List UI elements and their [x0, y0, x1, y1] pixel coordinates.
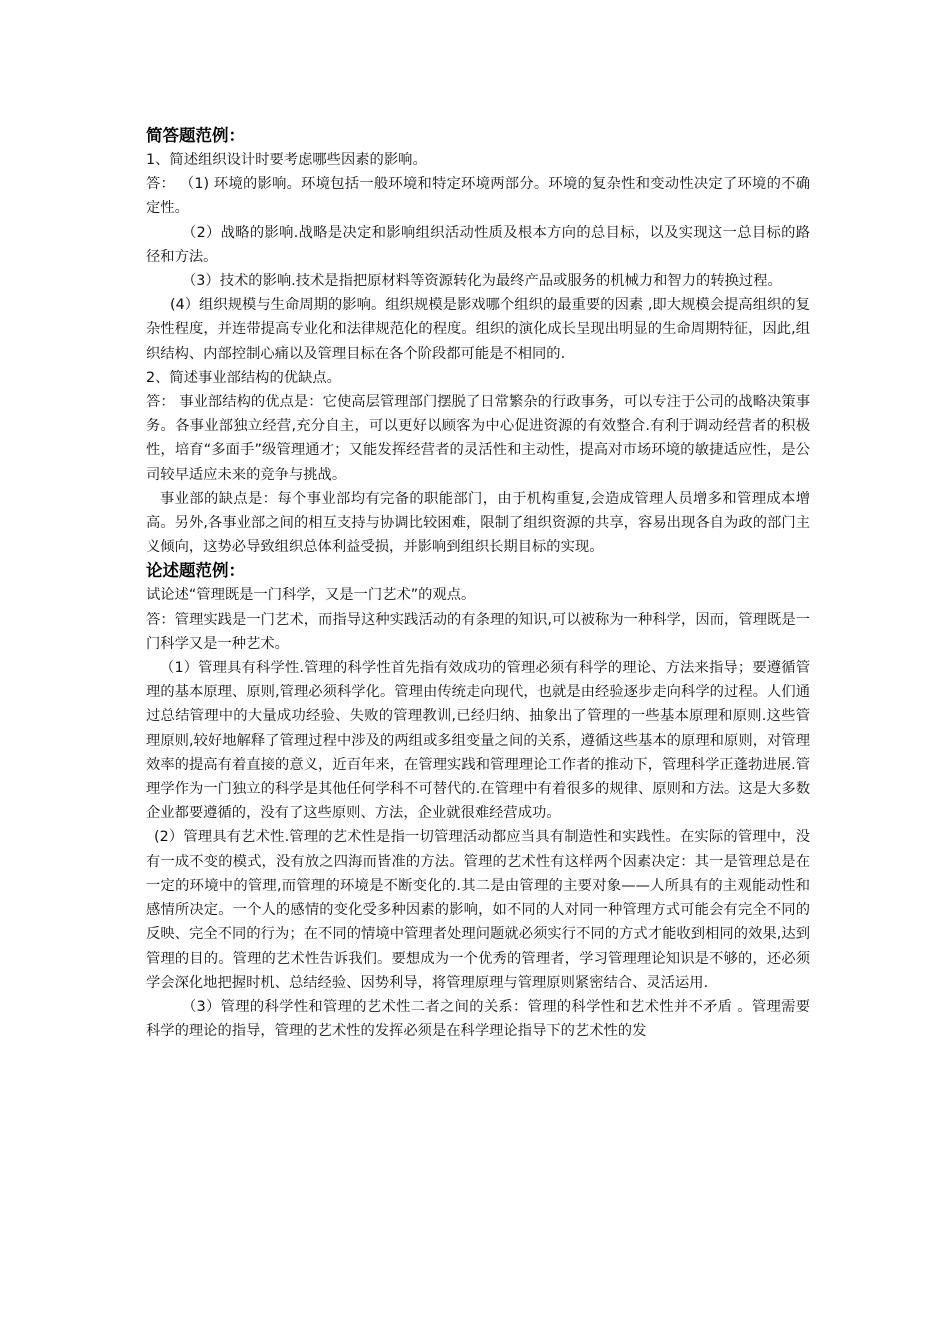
- answer-1-point-1: 答： （1) 环境的影响。环境包括一般环境和特定环境两部分。环境的复杂性和变动性决定了环境的不确定性。: [146, 176, 810, 217]
- document-page: [146, 124, 810, 1043]
- answer-1-point-3: （3）技术的影响.技术是指把原材料等资源转化为最终产品或服务的机械力和智力的转换过程。: [182, 273, 782, 290]
- answer-2-advantages: 答： 事业部结构的优点是：它使高层管理部门摆脱了日常繁杂的行政事务，可以专注于公司的战略决策事务。各事业部独立经营,充分自主，可以更好以顾客为中心促进资源的有效整合.有利于调动经营者的积极性，培育“多面手”级管理通才；又能发挥经营者的灵活性和主动性，提高对市场环境的敏捷适应性，是公司较早适应未来的竞争与挑战。: [146, 394, 810, 483]
- question-2: 2、简述事业部结构的优缺点。: [146, 369, 341, 386]
- essay-question: 试论述“管理既是一门科学，又是一门艺术”的观点。: [146, 587, 476, 604]
- essay-point-1: （1）管理具有科学性.管理的科学性首先指有效成功的管理必须有科学的理论、方法来指导；要遵循管理的基本原理、原则,管理必须科学化。管理由传统走向现代，也就是由经验逐步走向科学的过程。人们通过总结管理中的大量成功经验、失败的管理教训,已经归纳、抽象出了管理的一些基本原理和原则.这些管理原则,较好地解释了管理过程中涉及的两组或多组变量之间的关系，遵循这些基本的原理和原则，对管理效率的提高有着直接的意义，近百年来，在管理实践和管理理论工作者的推动下，管理科学正蓬勃进展.管理学作为一门独立的科学是其他任何学科不可替代的.在管理中有着很多的规律、原则和方法。这是大多数企业都要遵循的，没有了这些原则、方法，企业就很难经营成功。: [146, 660, 810, 822]
- essay-heading: 论述题范例：: [146, 561, 245, 581]
- essay-point-3: （3）管理的科学性和管理的艺术性二者之间的关系：管理的科学性和艺术性并不矛盾 。管理需要科学的理论的指导，管理的艺术性的发挥必须是在科学理论指导下的艺术性的发: [146, 998, 810, 1040]
- answer-1-point-2: （2）战略的影响.战略是决定和影响组织活动性质及根本方向的总目标，以及实现这一总目标的路径和方法。: [146, 224, 810, 265]
- short-answer-heading: 简答题范例：: [146, 126, 245, 145]
- answer-1-point-4: (4）组织规模与生命周期的影响。组织规模是影戏哪个组织的最重要的因素 ,即大规模会提高组织的复杂性程度，并连带提高专业化和法律规范化的程度。组织的演化成长呈现出明显的生命周期特征，因此,组织结构、内部控制心痛以及管理目标在各个阶段都可能是不相同的.: [146, 297, 810, 362]
- essay-point-2: (2）管理具有艺术性.管理的艺术性是指一切管理活动都应当具有制造性和实践性。在实际的管理中，没有一成不变的模式，没有放之四海而皆准的方法。管理的艺术性有这样两个因素决定：其一是管理总是在一定的环境中的管理,而管理的环境是不断变化的.其二是由管理的主要对象——人所具有的主观能动性和感情所决定。一个人的感情的变化受多种因素的影响，如不同的人对同一种管理方式可能会有完全不同的反映、完全不同的行为；在不同的情境中管理者处理问题就必须实行不同的方式才能收到相同的效果,达到管理的目的。管理的艺术性告诉我们。要想成为一个优秀的管理者，学习管理理论知识是不够的，还必须学会深化地把握时机、总结经验、因势利导，将管理原理与管理原则紧密结合、灵活运用.: [146, 829, 810, 991]
- essay-answer-intro: 答：管理实践是一门艺术，而指导这种实践活动的有条理的知识,可以被称为一种科学，因而，管理既是一门科学又是一种艺术。: [146, 611, 810, 652]
- question-1: 1、简述组织设计时要考虑哪些因素的影响。: [146, 152, 427, 168]
- answer-2-disadvantages: 事业部的缺点是：每个事业部均有完备的职能部门，由于机构重复,会造成管理人员增多和管理成本增高。另外,各事业部之间的相互支持与协调比较困难，限制了组织资源的共享，容易出现各自为政的部门主义倾向，这势必导致组织总体利益受损，并影响到组织长期目标的实现。: [146, 490, 810, 556]
